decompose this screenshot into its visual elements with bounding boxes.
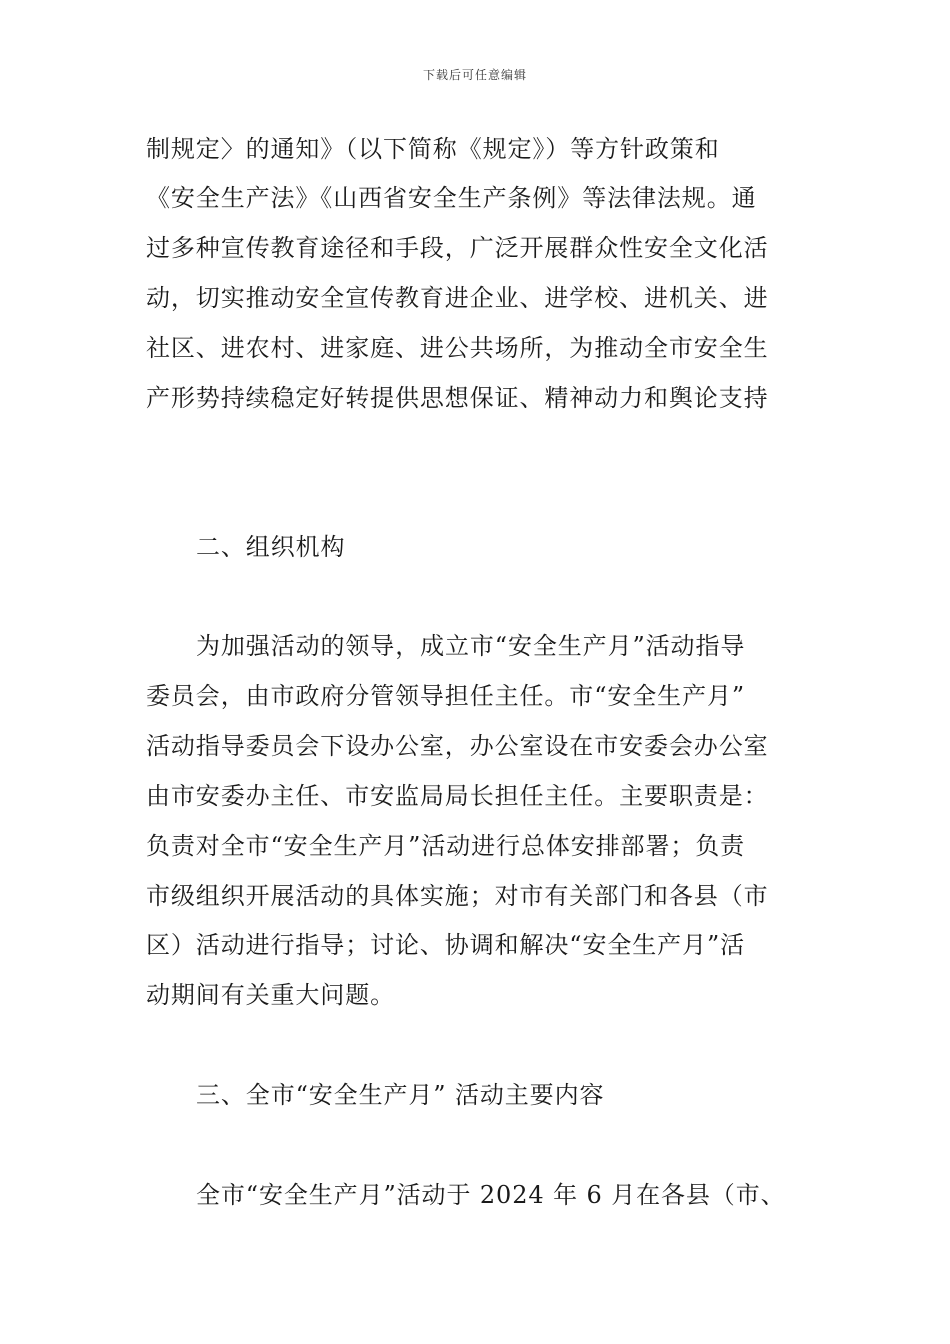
paragraph-line: 社区、进农村、进家庭、进公共场所，为推动全市安全生 [146,334,769,362]
paragraph-line: 市级组织开展活动的具体实施；对市有关部门和各县（市 [146,882,769,910]
paragraph-line: 制规定〉的通知》（以下简称《规定》）等方针政策和 [146,135,720,163]
paragraph-line: 动期间有关重大问题。 [146,981,395,1009]
paragraph-line: 动，切实推动安全宣传教育进企业、进学校、进机关、进 [146,284,769,312]
paragraph-line: 活动指导委员会下设办公室，办公室设在市安委会办公室 [146,732,769,760]
header-note: 下载后可任意编辑 [422,68,527,82]
paragraph-line: 由市安委办主任、市安监局局长担任主任。主要职责是： [146,782,769,810]
paragraph-line: 过多种宣传教育途径和手段，广泛开展群众性安全文化活 [146,234,769,262]
paragraph-line: 《安全生产法》《山西省安全生产条例》等法律法规。通 [146,184,757,212]
paragraph-line: 负责对全市“安全生产月”活动进行总体安排部署；负责 [146,832,746,860]
section-heading-main-content: 三、全市“安全生产月” 活动主要内容 [196,1081,605,1109]
paragraph-line: 产形势持续稳定好转提供思想保证、精神动力和舆论支持 [146,384,769,412]
paragraph-line: 委员会，由市政府分管领导担任主任。市“安全生产月” [146,682,746,710]
paragraph-line: 为加强活动的领导，成立市“安全生产月”活动指导 [196,632,746,660]
paragraph-line: 区）活动进行指导；讨论、协调和解决“安全生产月”活 [146,931,746,959]
paragraph-line: 全市“安全生产月”活动于 2024 年 6 月在各县（市、 [196,1181,786,1209]
section-heading-organization: 二、组织机构 [196,533,346,561]
